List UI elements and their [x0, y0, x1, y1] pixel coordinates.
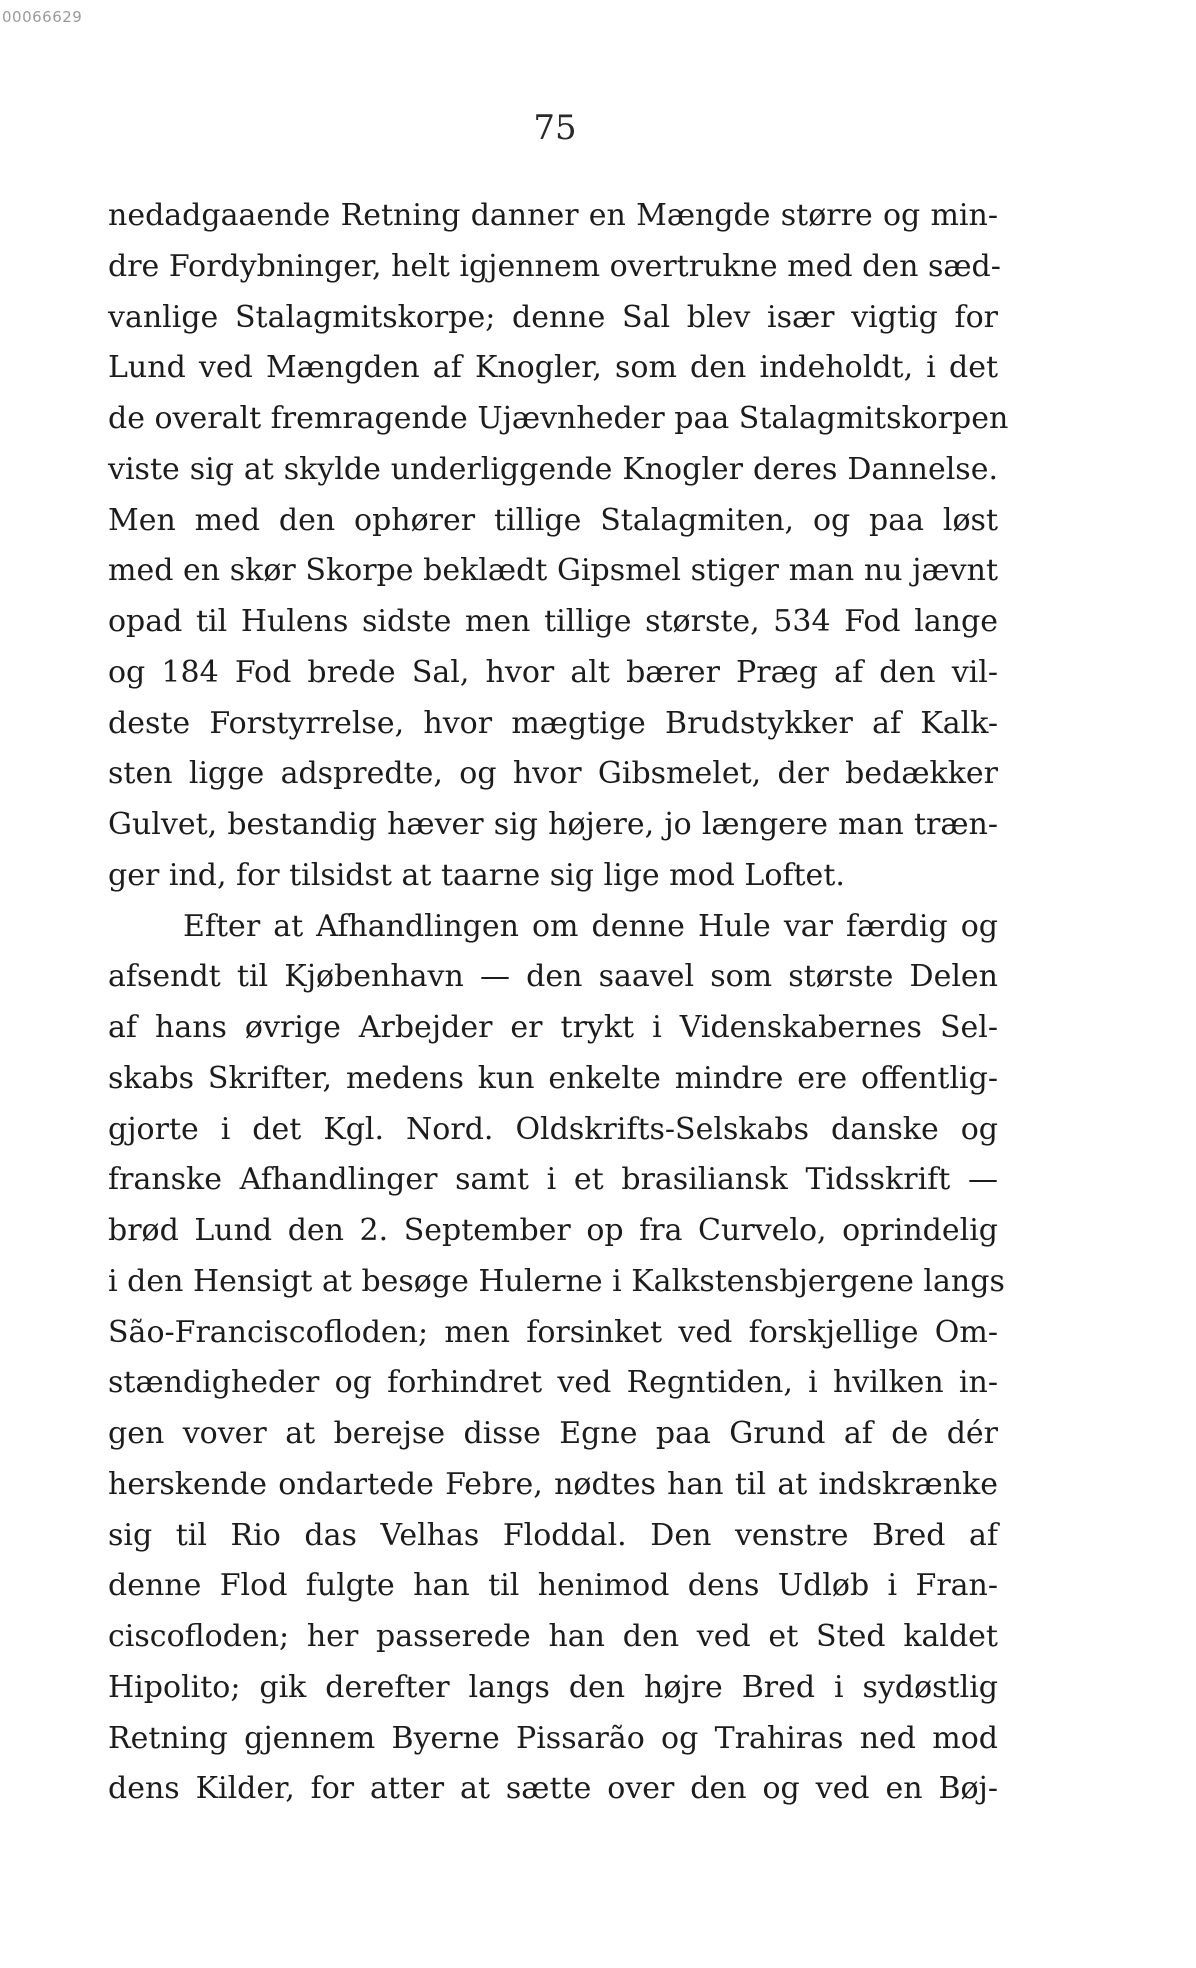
text-line: gjorte i det Kgl. Nord. Oldskrifts-Selskabs danske og: [108, 1111, 998, 1147]
text-line: dre Fordybninger, helt igjennem overtrukne med den sæd-: [108, 248, 1001, 284]
text-line: de overalt fremragende Ujævnheder paa Stalagmitskorpen: [108, 401, 1009, 436]
text-line: med en skør Skorpe beklædt Gipsmel stiger man nu jævnt: [108, 553, 998, 589]
text-line: gen vover at berejse disse Egne paa Grund af de dér: [108, 1416, 998, 1451]
text-line: viste sig at skylde underliggende Knogler deres Dannelse.: [108, 451, 998, 487]
text-line: denne Flod fulgte han til henimod dens Udløb i Fran-: [108, 1568, 998, 1604]
text-line: Hipolito; gik derefter langs den højre Bred i sydøstlig: [108, 1669, 998, 1705]
text-line: sig til Rio das Velhas Floddal. Den venstre Bred af: [108, 1517, 998, 1553]
text-line: og 184 Fod brede Sal, hvor alt bærer Præg af den vil-: [108, 654, 998, 690]
text-line: São-Franciscofloden; men forsinket ved forskjellige Om-: [108, 1314, 998, 1350]
text-line: skabs Skrifter, medens kun enkelte mindre ere offentlig-: [108, 1060, 998, 1096]
body-text: [108, 191, 1009, 1815]
text-line: brød Lund den 2. September op fra Curvelo, oprindelig: [108, 1213, 998, 1248]
text-line: Gulvet, bestandig hæver sig højere, jo længere man træn-: [108, 807, 998, 842]
text-line: Men med den ophører tillige Stalagmiten, og paa løst: [108, 502, 998, 538]
text-line: ciscofloden; her passerede han den ved et Sted kaldet: [108, 1619, 998, 1654]
text-line: Lund ved Mængden af Knogler, som den indeholdt, i det: [108, 350, 998, 386]
text-line: Efter at Afhandlingen om denne Hule var færdig og: [183, 908, 998, 944]
text-line: herskende ondartede Febre, nødtes han til at indskrænke: [108, 1466, 998, 1502]
text-line: i den Hensigt at besøge Hulerne i Kalkstensbjergene langs: [108, 1263, 1005, 1299]
text-line: opad til Hulens sidste men tillige største, 534 Fod lange: [108, 604, 998, 639]
text-line: deste Forstyrrelse, hvor mægtige Brudstykker af Kalk-: [108, 705, 998, 741]
text-line: vanlige Stalagmitskorpe; denne Sal blev især vigtig for: [108, 299, 998, 335]
scan-id: 00066629: [2, 8, 83, 26]
text-line: dens Kilder, for atter at sætte over den og ved en Bøj-: [108, 1771, 998, 1807]
text-line: nedadgaaende Retning danner en Mængde større og min-: [108, 198, 998, 233]
text-line: Retning gjennem Byerne Pissarão og Trahiras ned mod: [108, 1720, 998, 1756]
text-line: franske Afhandlinger samt i et brasiliansk Tidsskrift —: [108, 1162, 998, 1198]
text-line: af hans øvrige Arbejder er trykt i Videnskabernes Sel-: [108, 1010, 998, 1045]
text-line: stændigheder og forhindret ved Regntiden, i hvilken in-: [108, 1365, 998, 1401]
text-line: sten ligge adspredte, og hvor Gibsmelet, der bedækker: [108, 756, 998, 792]
text-line: afsendt til Kjøbenhavn — den saavel som største Delen: [108, 959, 998, 995]
text-line: ger ind, for tilsidst at taarne sig lige mod Loftet.: [108, 857, 845, 893]
page-number: 75: [533, 108, 577, 148]
